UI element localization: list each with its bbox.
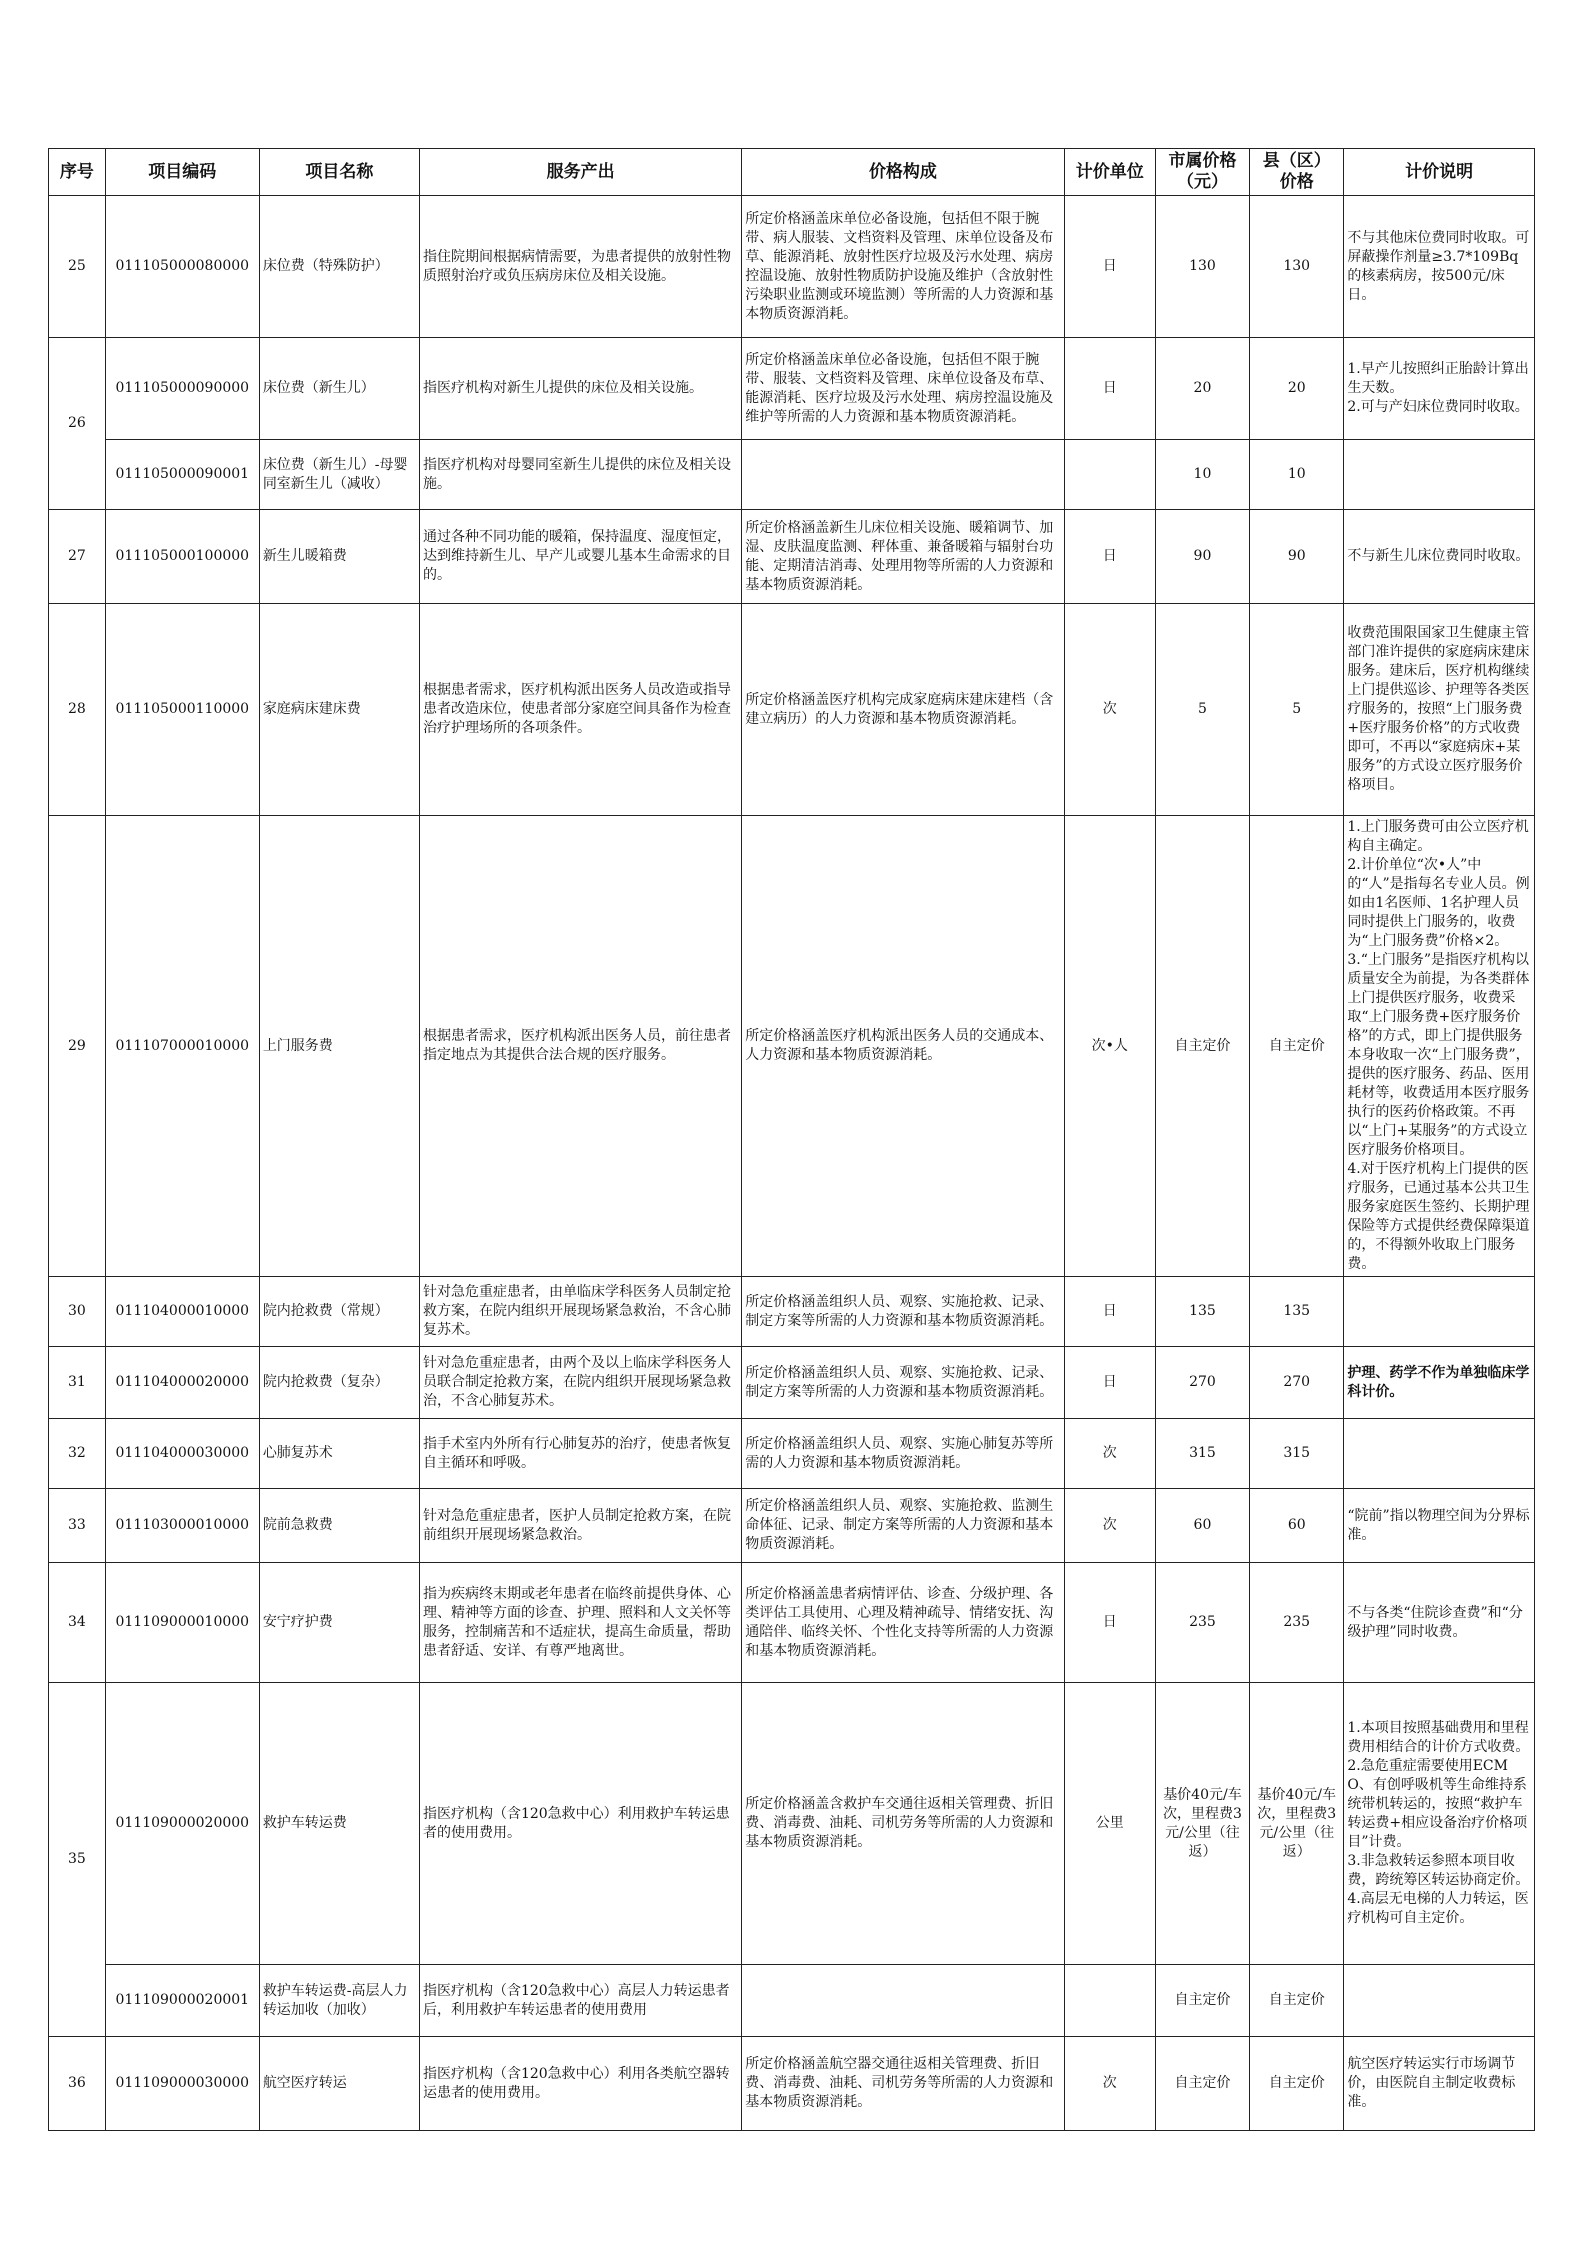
row-service: 指医疗机构对新生儿提供的床位及相关设施。 <box>419 338 741 440</box>
row-name: 安宁疗护费 <box>259 1563 419 1683</box>
price-table <box>48 148 1535 2131</box>
row-code: 011104000020000 <box>105 1347 259 1419</box>
row-seq: 33 <box>49 1489 106 1563</box>
row-seq: 35 <box>49 1683 106 2037</box>
row-name: 救护车转运费 <box>259 1683 419 1965</box>
row-name: 救护车转运费-高层人力转运加收（加收） <box>259 1965 419 2037</box>
row-seq: 27 <box>49 510 106 604</box>
row-unit <box>1064 1965 1155 2037</box>
row-seq: 30 <box>49 1277 106 1347</box>
row-county-price: 自主定价 <box>1250 816 1344 1277</box>
row-note: 不与其他床位费同时收取。可屏蔽操作剂量≥3.7*109Bq的核素病房，按500元/床日。 <box>1344 196 1535 338</box>
row-unit: 日 <box>1064 1347 1155 1419</box>
row-note <box>1344 1965 1535 2037</box>
row-code: 011103000010000 <box>105 1489 259 1563</box>
row-county-price: 135 <box>1250 1277 1344 1347</box>
row-name: 心肺复苏术 <box>259 1419 419 1489</box>
row-service: 指医疗机构（含120急救中心）利用各类航空器转运患者的使用费用。 <box>419 2037 741 2131</box>
row-note: 1.上门服务费可由公立医疗机构自主确定。 2.计价单位“次•人”中的“人”是指每名专业人员。例如由1名医师、1名护理人员同时提供上门服务的，收费为“上门服务费”价格×2。 3.“上门服务”是指医疗机构以质量安全为前提，为各类群体上门提供医疗服务，收费采取“上门服务费+医疗服务价格”的方式，即上门提供服务本身收取一次“上门服务费”，提供的医疗服务、药品、医用耗材等，收费适用本医疗服务执行的医药价格政策。不再以“上门+某服务”的方式设立医疗服务价格项目。 4.对于医疗机构上门提供的医疗服务，已通过基本公共卫生服务家庭医生签约、长期护理保险等方式提供经费保障渠道的，不得额外收取上门服务费。 <box>1344 816 1535 1277</box>
row-service: 指住院期间根据病情需要，为患者提供的放射性物质照射治疗或负压病房床位及相关设施。 <box>419 196 741 338</box>
row-city-price: 自主定价 <box>1155 1965 1249 2037</box>
row-unit: 次 <box>1064 1489 1155 1563</box>
row-service: 针对急危重症患者，由单临床学科医务人员制定抢救方案，在院内组织开展现场紧急救治，不含心肺复苏术。 <box>419 1277 741 1347</box>
row-composition: 所定价格涵盖含救护车交通往返相关管理费、折旧费、消毒费、油耗、司机劳务等所需的人力资源和基本物质资源消耗。 <box>742 1683 1064 1965</box>
row-county-price: 10 <box>1250 440 1344 510</box>
table-row <box>49 338 1535 440</box>
row-name: 院内抢救费（常规） <box>259 1277 419 1347</box>
row-code: 011107000010000 <box>105 816 259 1277</box>
row-unit: 日 <box>1064 196 1155 338</box>
row-seq: 31 <box>49 1347 106 1419</box>
row-unit: 次 <box>1064 604 1155 816</box>
row-note: 1.早产儿按照纠正胎龄计算出生天数。 2.可与产妇床位费同时收取。 <box>1344 338 1535 440</box>
row-city-price: 5 <box>1155 604 1249 816</box>
row-name: 院前急救费 <box>259 1489 419 1563</box>
row-unit: 次 <box>1064 2037 1155 2131</box>
row-name: 新生儿暖箱费 <box>259 510 419 604</box>
row-service: 根据患者需求，医疗机构派出医务人员，前往患者指定地点为其提供合法合规的医疗服务。 <box>419 816 741 1277</box>
table-row <box>49 1965 1535 2037</box>
row-composition: 所定价格涵盖新生儿床位相关设施、暖箱调节、加湿、皮肤温度监测、秤体重、兼备暖箱与辐射台功能、定期清洁消毒、处理用物等所需的人力资源和基本物质资源消耗。 <box>742 510 1064 604</box>
row-name: 床位费（新生儿） <box>259 338 419 440</box>
row-composition: 所定价格涵盖床单位必备设施，包括但不限于腕带、服装、文档资料及管理、床单位设备及布草、能源消耗、医疗垃圾及污水处理、病房控温设施及维护等所需的人力资源和基本物质资源消耗。 <box>742 338 1064 440</box>
row-service: 指医疗机构（含120急救中心）利用救护车转运患者的使用费用。 <box>419 1683 741 1965</box>
row-unit: 日 <box>1064 338 1155 440</box>
row-code: 011105000090001 <box>105 440 259 510</box>
row-code: 011109000010000 <box>105 1563 259 1683</box>
table-row <box>49 2037 1535 2131</box>
table-row <box>49 816 1535 1277</box>
row-city-price: 135 <box>1155 1277 1249 1347</box>
row-unit: 日 <box>1064 1563 1155 1683</box>
row-seq: 26 <box>49 338 106 510</box>
header-row <box>49 149 1535 196</box>
row-seq: 34 <box>49 1563 106 1683</box>
row-note <box>1344 440 1535 510</box>
row-unit: 日 <box>1064 1277 1155 1347</box>
row-composition: 所定价格涵盖床单位必备设施，包括但不限于腕带、病人服装、文档资料及管理、床单位设备及布草、能源消耗、放射性医疗垃圾及污水处理、病房控温设施、放射性物质防护设施及维护（含放射性污染职业监测或环境监测）等所需的人力资源和基本物质资源消耗。 <box>742 196 1064 338</box>
row-seq: 28 <box>49 604 106 816</box>
row-seq: 29 <box>49 816 106 1277</box>
header-code: 项目编码 <box>105 149 259 196</box>
header-seq: 序号 <box>49 149 106 196</box>
row-composition <box>742 1965 1064 2037</box>
row-county-price: 130 <box>1250 196 1344 338</box>
table-row <box>49 1419 1535 1489</box>
row-service: 指医疗机构对母婴同室新生儿提供的床位及相关设施。 <box>419 440 741 510</box>
table-row <box>49 1683 1535 1965</box>
row-county-price: 60 <box>1250 1489 1344 1563</box>
header-service: 服务产出 <box>419 149 741 196</box>
row-city-price: 235 <box>1155 1563 1249 1683</box>
row-city-price: 10 <box>1155 440 1249 510</box>
row-note: 不与新生儿床位费同时收取。 <box>1344 510 1535 604</box>
row-county-price: 235 <box>1250 1563 1344 1683</box>
header-county-price: 县（区） 价格 <box>1250 149 1344 196</box>
row-seq: 25 <box>49 196 106 338</box>
row-service: 根据患者需求，医疗机构派出医务人员改造或指导患者改造床位，使患者部分家庭空间具备作为检查治疗护理场所的各项条件。 <box>419 604 741 816</box>
row-service: 针对急危重症患者，由两个及以上临床学科医务人员联合制定抢救方案，在院内组织开展现场紧急救治，不含心肺复苏术。 <box>419 1347 741 1419</box>
row-unit <box>1064 440 1155 510</box>
row-composition: 所定价格涵盖航空器交通往返相关管理费、折旧费、消毒费、油耗、司机劳务等所需的人力资源和基本物质资源消耗。 <box>742 2037 1064 2131</box>
row-composition: 所定价格涵盖组织人员、观察、实施抢救、记录、制定方案等所需的人力资源和基本物质资源消耗。 <box>742 1277 1064 1347</box>
row-city-price: 90 <box>1155 510 1249 604</box>
row-code: 011105000090000 <box>105 338 259 440</box>
row-city-price: 315 <box>1155 1419 1249 1489</box>
row-composition: 所定价格涵盖组织人员、观察、实施抢救、监测生命体征、记录、制定方案等所需的人力资源和基本物质资源消耗。 <box>742 1489 1064 1563</box>
row-name: 床位费（特殊防护） <box>259 196 419 338</box>
header-note: 计价说明 <box>1344 149 1535 196</box>
row-note: 航空医疗转运实行市场调节价，由医院自主制定收费标准。 <box>1344 2037 1535 2131</box>
table-row <box>49 1563 1535 1683</box>
row-code: 011105000100000 <box>105 510 259 604</box>
row-unit: 公里 <box>1064 1683 1155 1965</box>
row-code: 011105000080000 <box>105 196 259 338</box>
row-name: 上门服务费 <box>259 816 419 1277</box>
row-code: 011109000020000 <box>105 1683 259 1965</box>
row-name: 床位费（新生儿）-母婴同室新生儿（减收） <box>259 440 419 510</box>
row-code: 011109000020001 <box>105 1965 259 2037</box>
row-city-price: 基价40元/车次，里程费3元/公里（往返） <box>1155 1683 1249 1965</box>
row-county-price: 20 <box>1250 338 1344 440</box>
header-name: 项目名称 <box>259 149 419 196</box>
row-note <box>1344 1277 1535 1347</box>
row-composition: 所定价格涵盖组织人员、观察、实施心肺复苏等所需的人力资源和基本物质资源消耗。 <box>742 1419 1064 1489</box>
row-note <box>1344 1419 1535 1489</box>
row-code: 011105000110000 <box>105 604 259 816</box>
row-note: 1.本项目按照基础费用和里程费用相结合的计价方式收费。 2.急危重症需要使用ECMO、有创呼吸机等生命维持系统带机转运的，按照“救护车转运费+相应设备治疗价格项目”计费。 3.非急救转运参照本项目收费，跨统筹区转运协商定价。 4.高层无电梯的人力转运，医疗机构可自主定价。 <box>1344 1683 1535 1965</box>
row-seq: 36 <box>49 2037 106 2131</box>
row-county-price: 5 <box>1250 604 1344 816</box>
row-service: 针对急危重症患者，医护人员制定抢救方案，在院前组织开展现场紧急救治。 <box>419 1489 741 1563</box>
row-unit: 次•人 <box>1064 816 1155 1277</box>
row-city-price: 自主定价 <box>1155 2037 1249 2131</box>
row-seq: 32 <box>49 1419 106 1489</box>
row-code: 011109000030000 <box>105 2037 259 2131</box>
row-composition: 所定价格涵盖患者病情评估、诊查、分级护理、各类评估工具使用、心理及精神疏导、情绪安抚、沟通陪伴、临终关怀、个性化支持等所需的人力资源和基本物质资源消耗。 <box>742 1563 1064 1683</box>
row-city-price: 自主定价 <box>1155 816 1249 1277</box>
row-county-price: 315 <box>1250 1419 1344 1489</box>
header-unit: 计价单位 <box>1064 149 1155 196</box>
table-row <box>49 1277 1535 1347</box>
header-composition: 价格构成 <box>742 149 1064 196</box>
row-name: 家庭病床建床费 <box>259 604 419 816</box>
row-city-price: 60 <box>1155 1489 1249 1563</box>
table-row <box>49 1489 1535 1563</box>
row-city-price: 20 <box>1155 338 1249 440</box>
row-unit: 次 <box>1064 1419 1155 1489</box>
row-service: 指医疗机构（含120急救中心）高层人力转运患者后，利用救护车转运患者的使用费用 <box>419 1965 741 2037</box>
row-code: 011104000030000 <box>105 1419 259 1489</box>
table-row <box>49 440 1535 510</box>
row-composition: 所定价格涵盖组织人员、观察、实施抢救、记录、制定方案等所需的人力资源和基本物质资源消耗。 <box>742 1347 1064 1419</box>
row-note: 收费范围限国家卫生健康主管部门准许提供的家庭病床建床服务。建床后，医疗机构继续上门提供巡诊、护理等各类医疗服务的，按照“上门服务费+医疗服务价格”的方式收费即可，不再以“家庭病床+某服务”的方式设立医疗服务价格项目。 <box>1344 604 1535 816</box>
row-county-price: 270 <box>1250 1347 1344 1419</box>
row-service: 指手术室内外所有行心肺复苏的治疗，使患者恢复自主循环和呼吸。 <box>419 1419 741 1489</box>
row-service: 指为疾病终末期或老年患者在临终前提供身体、心理、精神等方面的诊查、护理、照料和人文关怀等服务，控制痛苦和不适症状，提高生命质量，帮助患者舒适、安详、有尊严地离世。 <box>419 1563 741 1683</box>
row-service: 通过各种不同功能的暖箱，保持温度、湿度恒定，达到维持新生儿、早产儿或婴儿基本生命需求的目的。 <box>419 510 741 604</box>
row-name: 航空医疗转运 <box>259 2037 419 2131</box>
row-composition: 所定价格涵盖医疗机构完成家庭病床建床建档（含建立病历）的人力资源和基本物质资源消耗。 <box>742 604 1064 816</box>
row-county-price: 基价40元/车次，里程费3元/公里（往返） <box>1250 1683 1344 1965</box>
row-note: 护理、药学不作为单独临床学科计价。 <box>1344 1347 1535 1419</box>
row-city-price: 270 <box>1155 1347 1249 1419</box>
row-note: “院前”指以物理空间为分界标准。 <box>1344 1489 1535 1563</box>
table-row <box>49 604 1535 816</box>
row-composition: 所定价格涵盖医疗机构派出医务人员的交通成本、人力资源和基本物质资源消耗。 <box>742 816 1064 1277</box>
row-name: 院内抢救费（复杂） <box>259 1347 419 1419</box>
row-code: 011104000010000 <box>105 1277 259 1347</box>
table-row <box>49 196 1535 338</box>
table-row <box>49 1347 1535 1419</box>
header-city-price: 市属价格 （元） <box>1155 149 1249 196</box>
row-county-price: 自主定价 <box>1250 1965 1344 2037</box>
row-composition <box>742 440 1064 510</box>
row-unit: 日 <box>1064 510 1155 604</box>
table-row <box>49 510 1535 604</box>
row-city-price: 130 <box>1155 196 1249 338</box>
row-county-price: 90 <box>1250 510 1344 604</box>
row-note: 不与各类“住院诊查费”和“分级护理”同时收费。 <box>1344 1563 1535 1683</box>
row-county-price: 自主定价 <box>1250 2037 1344 2131</box>
